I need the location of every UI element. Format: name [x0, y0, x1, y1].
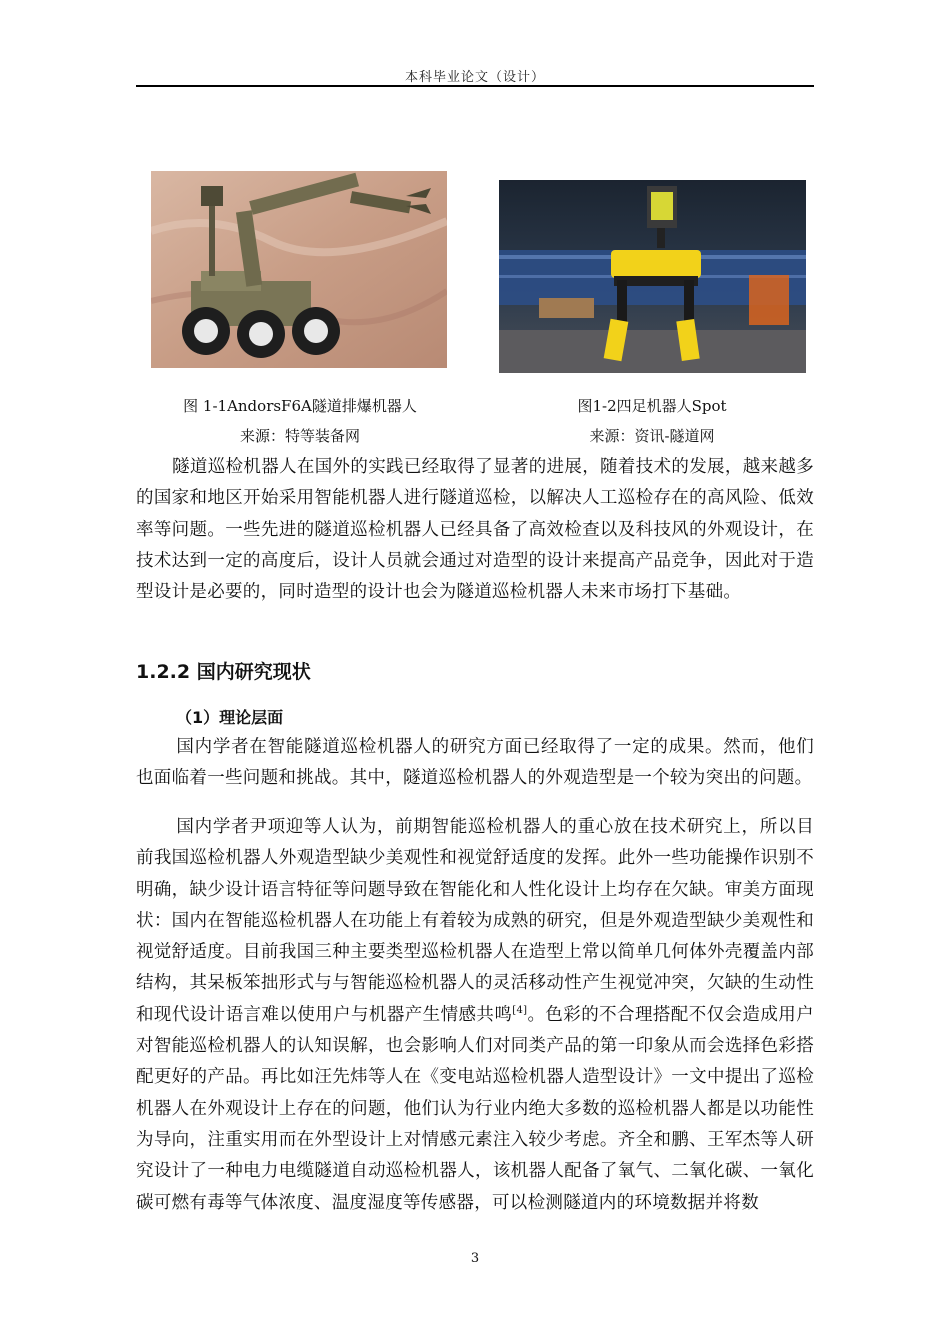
citation-marker: [4] [512, 1004, 528, 1016]
page-number: 3 [470, 1251, 480, 1266]
paragraph-text: 国内学者在智能隧道巡检机器人的研究方面已经取得了一定的成果。然而，他们也面临着一些问题和挑战。其中，隧道巡检机器人的外观造型是一个较为突出的问题。 [136, 737, 814, 789]
paragraph-domestic-detail [136, 812, 814, 1219]
header-rule [136, 85, 814, 87]
section-heading: 1.2.2 国内研究现状 [136, 661, 311, 683]
figure-2-source: 来源：资讯-隧道网 [589, 427, 715, 445]
figure-2-caption: 图1-2四足机器人Spot [577, 397, 727, 415]
subsection-heading: （1）理论层面 [176, 708, 284, 727]
page-header: 本科毕业论文（设计） [404, 70, 545, 85]
figure-1-source: 来源：特等装备网 [239, 427, 360, 445]
paragraph-text: 。色彩的不合理搭配不仅会造成用户对智能巡检机器人的认知误解，也会影响人们对同类产品的第一印象从而会选择色彩搭配更好的产品。再比如汪先炜等人在《变电站巡检机器人造型设计》一文中提出了巡检机器人在外观设计上存在的问题，他们认为行业内绝大多数的巡检机器人都是以功能性为导向，注重实用而在外型设计上对情感元素注入较少考虑。齐全和鹏、王军杰等人研究设计了一种电力电缆隧道自动巡检机器人，该机器人配备了氧气、二氧化碳、一氧化碳可燃有毒等气体浓度、温度湿度等传感器，可以检测隧道内的环境数据并将数 [136, 1004, 814, 1213]
figure-1-caption: 图 1-1AndorsF6A隧道排爆机器人 [183, 397, 417, 415]
paragraph-text: 国内学者尹项迎等人认为，前期智能巡检机器人的重心放在技术研究上，所以目前我国巡检机器人外观造型缺少美观性和视觉舒适度的发挥。此外一些功能操作识别不明确，缺少设计语言特征等问题导致在智能化和人性化设计上均存在欠缺。审美方面现状：国内在智能巡检机器人在功能上有着较为成熟的研究，但是外观造型缺少美观性和视觉舒适度。目前我国三种主要类型巡检机器人在造型上常以简单几何体外壳覆盖内部结构，其呆板笨拙形式与与智能巡检机器人的灵活移动性产生视觉冲突，欠缺的生动性和现代设计语言难以使用户与机器产生情感共鸣 [136, 817, 814, 1025]
figure-spot-robot-image [499, 180, 806, 373]
figure-andros-robot-image [151, 171, 447, 368]
paragraph-domestic-intro [136, 732, 814, 795]
paragraph-foreign-status [136, 452, 814, 608]
paragraph-text: 隧道巡检机器人在国外的实践已经取得了显著的进展，随着技术的发展，越来越多的国家和地区开始采用智能机器人进行隧道巡检，以解决人工巡检存在的高风险、低效率等问题。一些先进的隧道巡检机器人已经具备了高效检查以及科技风的外观设计，在技术达到一定的高度后，设计人员就会通过对造型的设计来提高产品竞争，因此对于造型设计是必要的，同时造型的设计也会为隧道巡检机器人未来市场打下基础。 [136, 457, 814, 603]
